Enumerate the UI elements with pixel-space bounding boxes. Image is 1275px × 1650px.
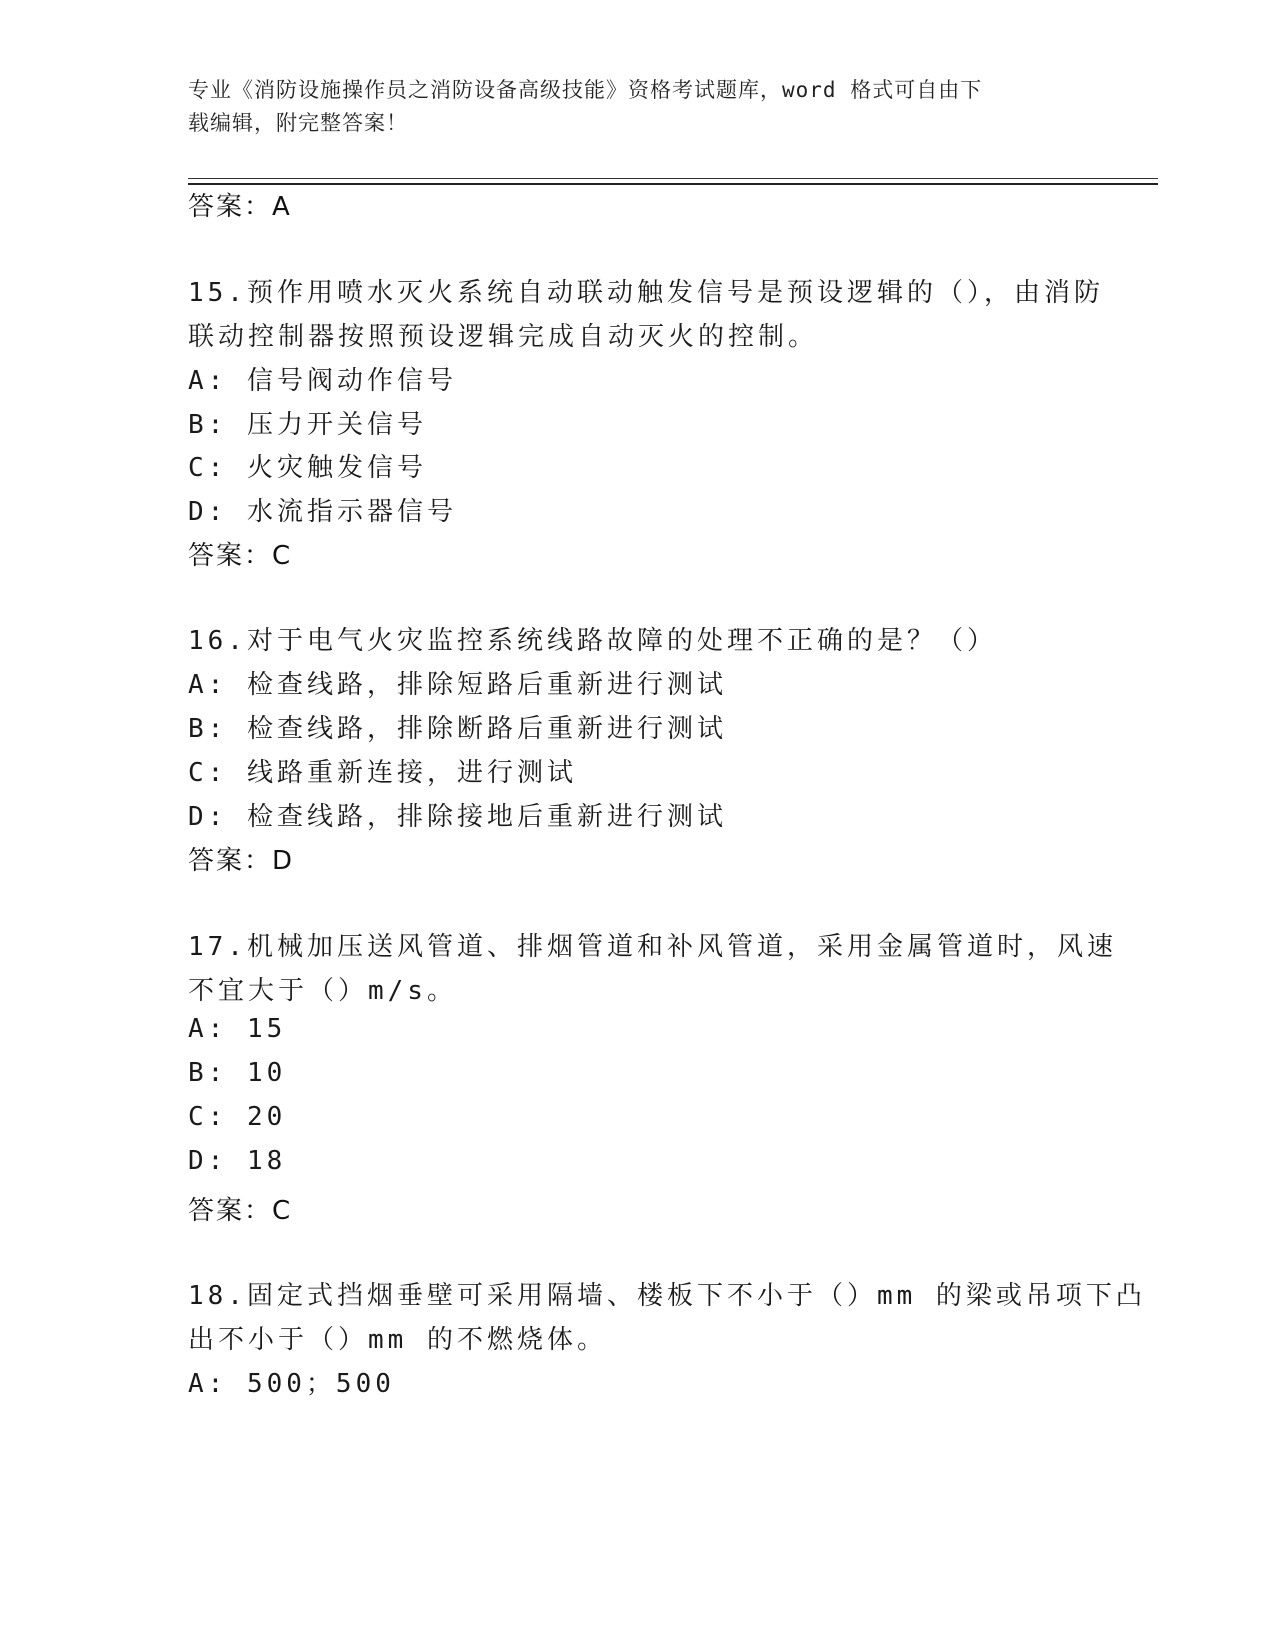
option-b: B: 检查线路，排除断路后重新进行测试 <box>188 714 727 744</box>
answer-q17: 答案：C <box>188 1196 293 1226</box>
option-a: A: 500；500 <box>188 1369 395 1399</box>
question-stem-line: 16.对于电气火灾监控系统线路故障的处理不正确的是？（） <box>188 626 997 656</box>
option-d: D: 检查线路，排除接地后重新进行测试 <box>188 802 727 832</box>
question-stem-line: 18.固定式挡烟垂壁可采用隔墙、楼板下不小于（）mm 的梁或吊项下凸 <box>188 1281 1146 1311</box>
question-stem-line: 联动控制器按照预设逻辑完成自动灭火的控制。 <box>188 322 819 352</box>
header-divider-thin <box>188 178 1158 179</box>
question-stem-line: 15.预作用喷水灭火系统自动联动触发信号是预设逻辑的（），由消防 <box>188 278 1104 308</box>
document-header <box>188 74 1088 140</box>
option-c: C: 火灾触发信号 <box>188 453 427 483</box>
option-a: A: 15 <box>188 1014 287 1044</box>
option-b: B: 10 <box>188 1058 287 1088</box>
option-d: D: 18 <box>188 1146 287 1176</box>
option-c: C: 20 <box>188 1102 287 1132</box>
header-divider-thick <box>188 183 1158 185</box>
option-d: D: 水流指示器信号 <box>188 497 457 527</box>
option-c: C: 线路重新连接，进行测试 <box>188 758 577 788</box>
question-stem-line: 17.机械加压送风管道、排烟管道和补风管道，采用金属管道时，风速 <box>188 932 1117 962</box>
answer-q14: 答案：A <box>188 192 292 222</box>
answer-q15: 答案：C <box>188 541 293 571</box>
option-b: B: 压力开关信号 <box>188 410 427 440</box>
option-a: A: 检查线路，排除短路后重新进行测试 <box>188 670 727 700</box>
question-stem-line: 出不小于（）mm 的不燃烧体。 <box>188 1325 607 1355</box>
answer-q16: 答案：D <box>188 846 295 876</box>
option-a: A: 信号阀动作信号 <box>188 366 457 396</box>
header-line-2: 载编辑，附完整答案！ <box>188 111 408 135</box>
question-stem-line: 不宜大于（）m/s。 <box>188 976 457 1006</box>
header-line-1: 专业《消防设施操作员之消防设备高级技能》资格考试题库，word 格式可自由下 <box>188 78 983 102</box>
